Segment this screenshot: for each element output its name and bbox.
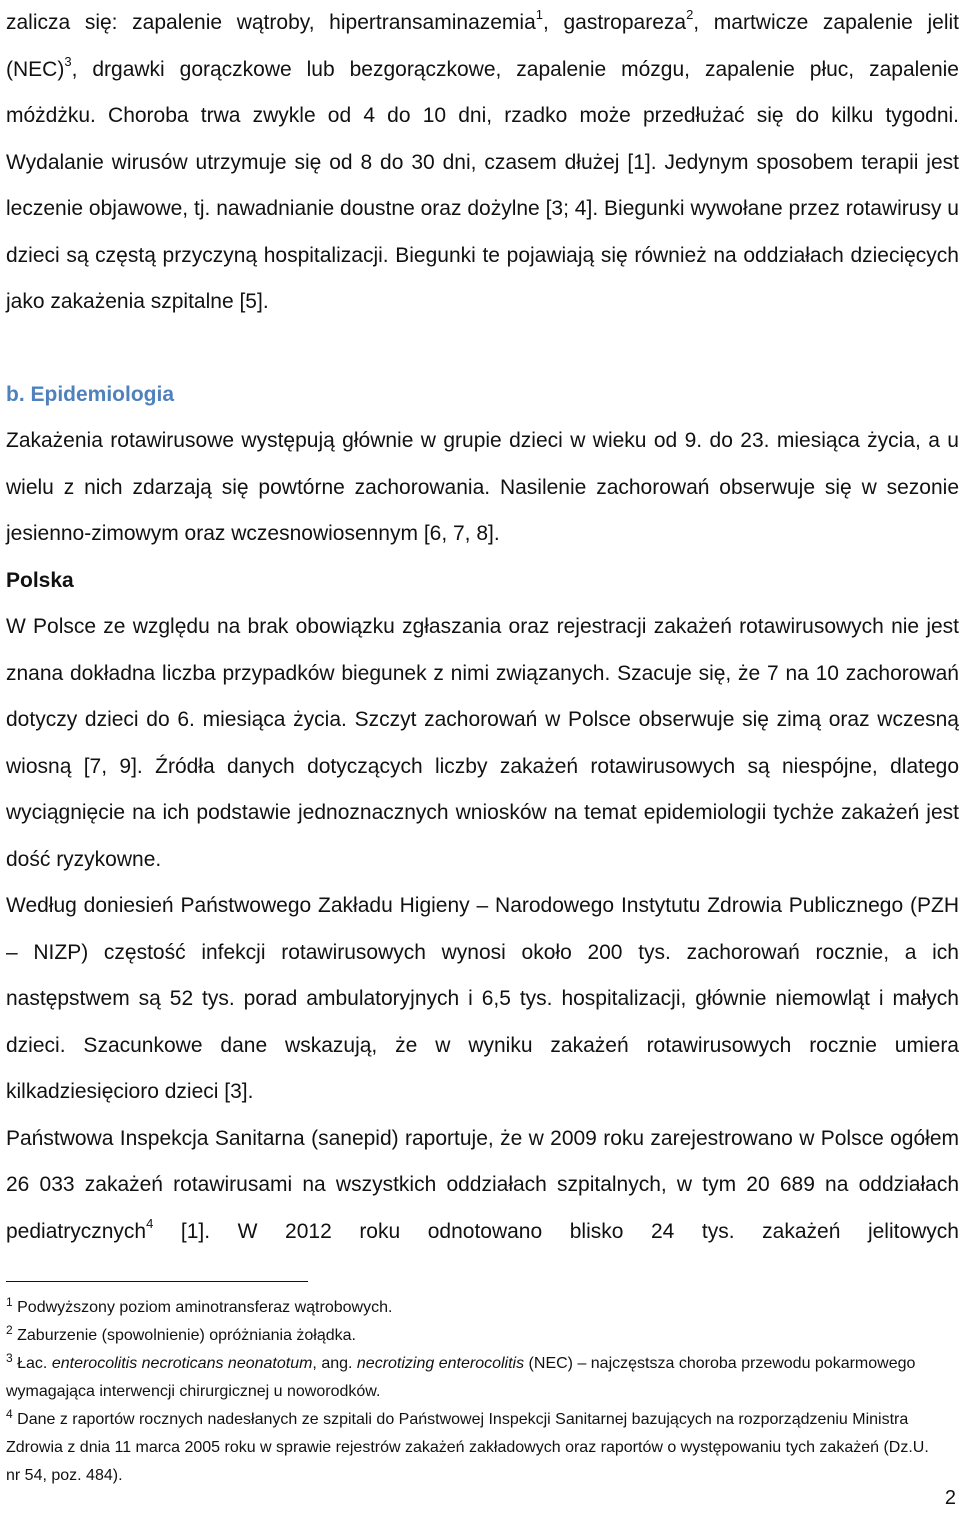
footnotes bbox=[6, 1294, 941, 1490]
paragraph-text: [1]. W 2012 roku odnotowano blisko 24 tys. zakażeń jelitowych bbox=[153, 1219, 959, 1243]
paragraph-text: Państwowa Inspekcja Sanitarna (sanepid) raportuje, że w 2009 roku zarejestrowano w Polsce ogółem 26 033 zakażeń rotawirusami na wszystkich oddziałach szpitalnych, w tym 20 689 na oddziałach pediatrycznych bbox=[6, 1126, 959, 1243]
footnote-item bbox=[6, 1406, 941, 1490]
polska-paragraph-1: W Polsce ze względu na brak obowiązku zgłaszania oraz rejestracji zakażeń rotawirusowych nie jest znana dokładna liczba przypadków biegunek z nimi związanych. Szacuje się, że 7 na 10 zachorowań dotyczy dzieci do 6. miesiąca życia. Szczyt zachorowań w Polsce obserwuje się zimą oraz wczesną wiosną [7, 9]. Źródła danych dotyczących liczby zakażeń rotawirusowych są niespójne, dlatego wyciągnięcie na ich podstawie jednoznacznych wniosków na temat epidemiologii tychże zakażeń jest dość ryzykowne. bbox=[6, 615, 959, 871]
footnote-text: (NEC) – najczęstsza choroba przewodu pokarmowego wymagająca interwencji chirurgicznej u noworodków. bbox=[6, 1355, 916, 1400]
polska-paragraph-3 bbox=[6, 1116, 959, 1256]
footnote-number: 1 bbox=[6, 1295, 13, 1309]
polska-paragraph-2: Według doniesień Państwowego Zakładu Higieny – Narodowego Instytutu Zdrowia Publicznego (PZH – NIZP) częstość infekcji rotawirusowych wynosi około 200 tys. zachorowań rocznie, a ich następstwem są 52 tys. porad ambulatoryjnych i 6,5 tys. hospitalizacji, głównie niemowląt i małych dzieci. Szacunkowe dane wskazują, że w wyniku zakażeń rotawirusowych rocznie umiera kilkadziesięcioro dzieci [3]. bbox=[6, 894, 959, 1103]
footnote-text: Łac. bbox=[12, 1355, 52, 1372]
footnote-item bbox=[6, 1350, 941, 1406]
footnote-number: 2 bbox=[6, 1323, 13, 1337]
intro-paragraph bbox=[6, 0, 959, 326]
epidemiologia-paragraph: Zakażenia rotawirusowe występują głównie w grupie dzieci w wieku od 9. do 23. miesiąca życia, a u wielu z nich zdarzają się powtórne zachorowania. Nasilenie zachorowań obserwuje się w sezonie jesienno-zimowym oraz wczesnowiosennym [6, 7, 8]. bbox=[6, 429, 959, 545]
footnote-ref[interactable]: 1 bbox=[535, 7, 543, 22]
footnote-ref[interactable]: 4 bbox=[146, 1215, 154, 1231]
page-number: 2 bbox=[944, 1487, 956, 1509]
footnote-ref[interactable]: 2 bbox=[686, 7, 694, 22]
spacer bbox=[6, 326, 959, 372]
section-heading-polska: Polska bbox=[6, 568, 74, 592]
intro-text: zalicza się: zapalenie wątroby, hipertransaminazemia bbox=[6, 11, 536, 34]
footnote-italic-term: necrotizing enterocolitis bbox=[356, 1355, 525, 1372]
footnote-separator bbox=[6, 1281, 308, 1282]
intro-text: , martwicze zapalenie jelit (NEC) bbox=[6, 11, 959, 81]
footnote-text: , ang. bbox=[312, 1355, 357, 1372]
footnote-italic-term: enterocolitis necroticans neonatotum bbox=[51, 1355, 313, 1372]
footnote-item bbox=[6, 1294, 941, 1322]
document-page bbox=[6, 0, 959, 1255]
footnote-ref[interactable]: 3 bbox=[64, 53, 72, 69]
footnote-number: 4 bbox=[6, 1407, 13, 1421]
footnote-text: Podwyższony poziom aminotransferaz wątrobowych. bbox=[12, 1299, 393, 1316]
footnote-number: 3 bbox=[6, 1351, 13, 1365]
footnote-text: Dane z raportów rocznych nadesłanych ze szpitali do Państwowej Inspekcji Sanitarnej bazujących na rozporządzeniu Ministra Zdrowia z dnia 11 marca 2005 roku w sprawie rejestrów zakażeń zakładowych oraz raportów o występowaniu tych zakażeń (Dz.U. nr 54, poz. 484). bbox=[6, 1411, 929, 1484]
intro-text: , drgawki gorączkowe lub bezgorączkowe, zapalenie mózgu, zapalenie płuc, zapalenie móżdżku. Choroba trwa zwykle od 4 do 10 dni, rzadko może przedłużać się do kilku tygodni. Wydalanie wirusów utrzymuje się od 8 do 30 dni, czasem dłużej [1]. Jedynym sposobem terapii jest leczenie objawowe, tj. nawadnianie doustne oraz dożylne [3; 4]. Biegunki wywołane przez rotawirusy u dzieci są częstą przyczyną hospitalizacji. Biegunki te pojawiają się również na oddziałach dziecięcych jako zakażenia szpitalne [5]. bbox=[6, 57, 959, 313]
footnote-item bbox=[6, 1322, 941, 1350]
footnote-text: Zaburzenie (spowolnienie) opróżniania żołądka. bbox=[12, 1327, 356, 1344]
intro-text: , gastropareza bbox=[543, 11, 687, 34]
section-heading-epidemiologia: b. Epidemiologia bbox=[6, 382, 175, 406]
